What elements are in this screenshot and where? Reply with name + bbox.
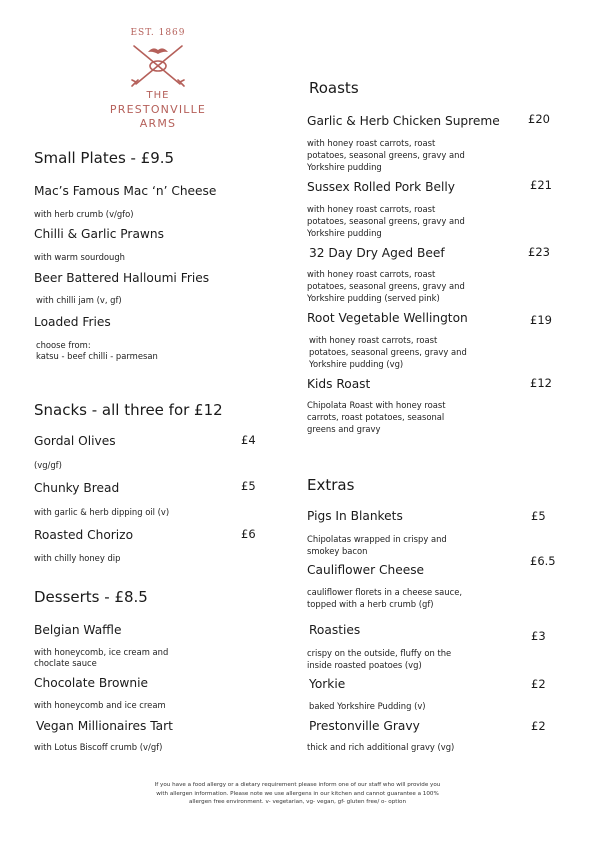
brand-name-line1: THE: [146, 90, 170, 101]
menu-item-desc: Chipolata Roast with honey roast: [307, 400, 446, 410]
menu-item-desc: baked Yorkshire Pudding (v): [309, 701, 426, 711]
menu-item-desc: with honey roast carrots, roast: [309, 335, 438, 345]
menu-item-price: £12: [530, 376, 552, 390]
menu-item-price: £6: [241, 527, 256, 541]
menu-item-desc: Yorkshire pudding: [307, 228, 382, 238]
menu-item-desc: with honeycomb, ice cream and: [34, 647, 169, 657]
menu-item-price: £2: [531, 719, 546, 733]
menu-item-name: Chunky Bread: [34, 481, 120, 495]
menu-item-desc: with honeycomb and ice cream: [34, 700, 166, 710]
menu-item-name: Beer Battered Halloumi Fries: [34, 271, 210, 285]
menu-item-desc: with herb crumb (v/gfo): [34, 209, 134, 219]
menu-item-name: Loaded Fries: [34, 315, 111, 329]
allergen-notice-line: If you have a food allergy or a dietary requirement please inform one of our staff who will provide you: [154, 782, 441, 788]
menu-item-desc: with chilly honey dip: [34, 553, 121, 563]
menu-item-price: £5: [531, 509, 546, 523]
section-heading-extras: Extras: [307, 476, 355, 494]
menu-item-name: Roasted Chorizo: [34, 528, 134, 542]
menu-item-name: Belgian Waffle: [34, 623, 122, 637]
menu-item-name: Cauliflower Cheese: [307, 563, 425, 577]
section-heading-desserts: Desserts - £8.5: [34, 588, 148, 606]
menu-item-desc: with chilli jam (v, gf): [36, 295, 122, 305]
menu-item-desc: with warm sourdough: [34, 252, 125, 262]
menu-item-desc: with Lotus Biscoff crumb (v/gf): [34, 742, 163, 752]
menu-item-desc: inside roasted poatoes (vg): [307, 660, 422, 670]
menu-item-price: £20: [528, 112, 550, 126]
brand-name-line2: PRESTONVILLE: [109, 103, 207, 116]
menu-item-name: Roasties: [309, 623, 361, 637]
menu-item-desc: potatoes, seasonal greens, gravy and: [309, 347, 467, 357]
menu-item-desc: (vg/gf): [34, 460, 62, 470]
menu-item-desc: potatoes, seasonal greens, gravy and: [307, 216, 465, 226]
menu-item-desc: Yorkshire pudding (vg): [309, 359, 404, 369]
menu-item-desc: carrots, roast potatoes, seasonal: [307, 412, 445, 422]
menu-item-desc: smokey bacon: [307, 546, 368, 556]
menu-item-desc: choose from:: [36, 340, 91, 350]
menu-item-price: £21: [530, 178, 552, 192]
menu-item-price: £4: [241, 433, 256, 447]
allergen-notice-line: with allergen information. Please note we use allergens in our kitchen and cannot guarantee a 100%: [156, 790, 439, 797]
menu-item-price: £6.5: [530, 554, 556, 568]
menu-item-name: Kids Roast: [307, 377, 371, 391]
brand-name-line3: ARMS: [139, 117, 177, 130]
menu-item-desc: topped with a herb crumb (gf): [307, 599, 434, 609]
brand-logo: [108, 28, 208, 130]
menu-item-name: Pigs In Blankets: [307, 509, 403, 523]
menu-item-desc: cauliflower florets in a cheese sauce,: [307, 587, 463, 597]
allergen-notice-line: allergen free environment. v- vegetarian, vg- vegan, gf- gluten free/ o- option: [189, 799, 406, 805]
crossed-horns-bird-icon: [126, 40, 190, 88]
menu-item-price: £19: [530, 313, 552, 327]
menu-item-desc: with garlic & herb dipping oil (v): [34, 507, 170, 517]
menu-item-desc: with honey roast carrots, roast: [307, 138, 436, 148]
menu-item-desc: greens and gravy: [307, 424, 381, 434]
established-text: EST. 1869: [130, 28, 186, 38]
menu-item-desc: Yorkshire pudding: [307, 162, 382, 172]
menu-item-desc: katsu - beef chilli - parmesan: [36, 351, 158, 361]
menu-item-desc: choclate sauce: [34, 658, 97, 668]
menu-item-desc: thick and rich additional gravy (vg): [307, 742, 455, 752]
menu-item-desc: crispy on the outside, fluffy on the: [307, 648, 452, 658]
menu-item-price: £2: [531, 677, 546, 691]
menu-item-name: Mac’s Famous Mac ‘n’ Cheese: [34, 184, 217, 198]
menu-item-desc: with honey roast carrots, roast: [307, 269, 436, 279]
menu-item-name: Prestonville Gravy: [309, 719, 420, 733]
menu-item-desc: potatoes, seasonal greens, gravy and: [307, 281, 465, 291]
menu-item-name: Root Vegetable Wellington: [307, 311, 468, 325]
menu-item-name: 32 Day Dry Aged Beef: [309, 246, 445, 260]
menu-item-name: Vegan Millionaires Tart: [36, 719, 173, 733]
menu-item-price: £5: [241, 479, 256, 493]
section-heading-roasts: Roasts: [309, 79, 359, 97]
menu-item-desc: Yorkshire pudding (served pink): [307, 293, 440, 303]
menu-item-price: £3: [531, 629, 546, 643]
menu-item-name: Chilli & Garlic Prawns: [34, 227, 164, 241]
menu-item-price: £23: [528, 245, 550, 259]
menu-item-desc: Chipolatas wrapped in crispy and: [307, 534, 447, 544]
menu-item-name: Sussex Rolled Pork Belly: [307, 180, 455, 194]
menu-item-desc: with honey roast carrots, roast: [307, 204, 436, 214]
menu-item-name: Yorkie: [309, 677, 346, 691]
allergen-notice: [100, 781, 495, 807]
menu-item-name: Chocolate Brownie: [34, 676, 148, 690]
section-heading-snacks: Snacks - all three for £12: [34, 401, 223, 419]
menu-item-desc: potatoes, seasonal greens, gravy and: [307, 150, 465, 160]
menu-item-name: Garlic & Herb Chicken Supreme: [307, 114, 500, 128]
menu-item-name: Gordal Olives: [34, 434, 116, 448]
section-heading-small-plates: Small Plates - £9.5: [34, 149, 175, 167]
